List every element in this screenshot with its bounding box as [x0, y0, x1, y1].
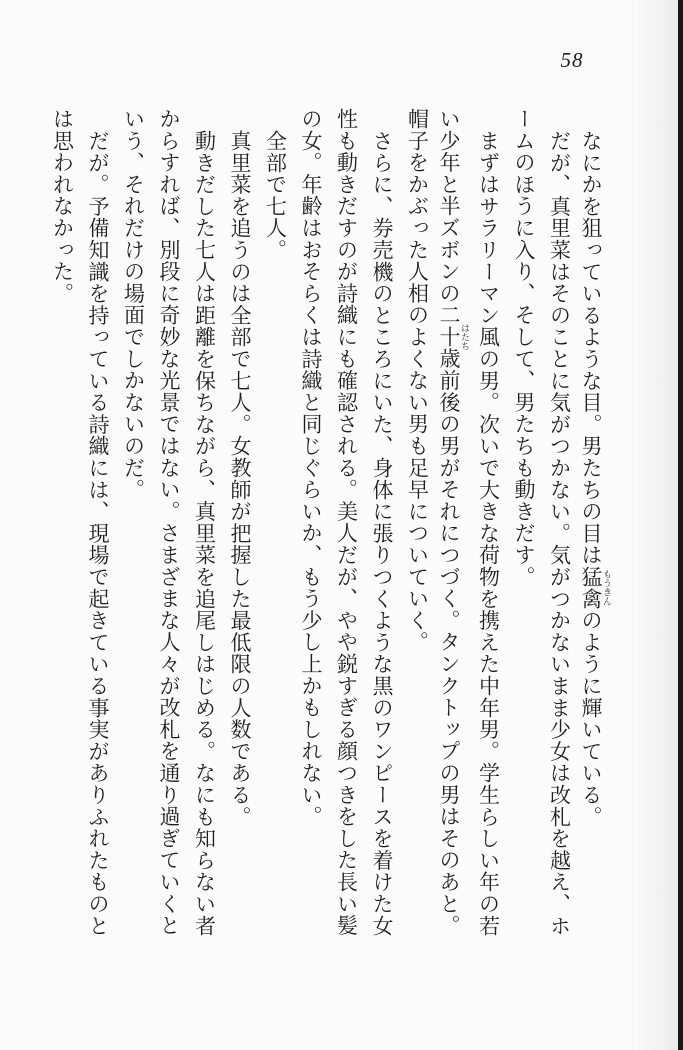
text-column-14: いう、それだけの場面でしかないのだ。	[121, 108, 146, 501]
page-number: 58	[560, 48, 584, 72]
text-column-11: 真里菜を追うのは全部で七人。女教師が把握した最低限の人数である。	[228, 130, 252, 828]
text-column-2: だが、真里菜はそのことに気がつかない。気がつかないまま少女は改札を越え、ホ	[547, 130, 572, 937]
text-column-1: なにかを狙っているような目。男たちの目は猛禽 もうきんのように輝いている。	[579, 130, 612, 828]
text-column-7: さらに、券売機のところにいた、身体に張りつくような黒のワンピースを着けた女	[370, 130, 394, 937]
text-column-15: だが。予備知識を持っている詩織には、現場で起きている事実がありふれたものと	[86, 130, 110, 937]
text-column-5: い少年と半ズボンの二十歳 はたち前後の男がそれにつづく。タンクトップの男はそのあと。	[437, 108, 470, 937]
text-column-8: 性も動きだすのが詩織にも確認される。美人だが、やや鋭すぎる顔つきをした長い髪	[334, 108, 359, 937]
text-column-3: ームのほうに入り、そして、男たちも動きだす。	[512, 108, 536, 588]
text-column-12: 動きだした七人は距離を保ちながら、真里菜を追尾しはじめる。なにも知らない者	[192, 130, 217, 937]
furigana-term: 猛禽 もうきん	[579, 566, 612, 610]
text-body	[42, 108, 612, 940]
text-column-9: の女。年齢はおそらくは詩織と同じぐらいか、もう少し上かもしれない。	[299, 108, 323, 828]
furigana-term: 二十歳 はたち	[437, 304, 470, 370]
page-edge-line	[678, 0, 683, 1050]
text-column-6: 帽子をかぶった人相のよくない男も足早についていく。	[405, 108, 430, 653]
text-column-4: まずはサラリーマン風の男。次いで大きな荷物を携えた中年男。学生らしい年の若	[476, 130, 501, 937]
text-column-16: は思われなかった。	[50, 108, 75, 305]
text-column-10: 全部で七人。	[263, 130, 288, 261]
text-column-13: からすれば、別段に奇妙な光景ではない。さまざまな人々が改札を通り過ぎていくと	[157, 108, 181, 937]
